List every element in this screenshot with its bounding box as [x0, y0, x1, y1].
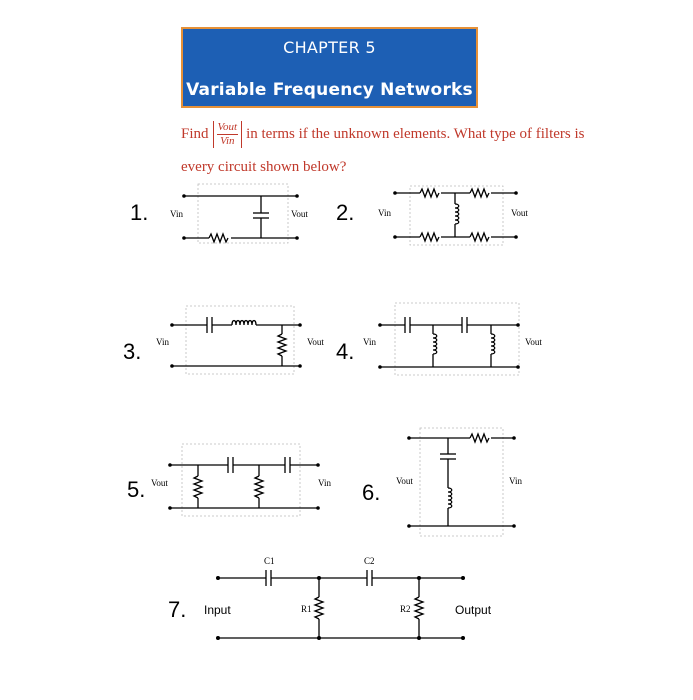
circuit-5-left-label: Vout [151, 478, 168, 488]
circuit-3-number: 3. [123, 339, 142, 364]
inductor-6 [448, 488, 452, 508]
circuit-4-left-label: Vin [363, 337, 376, 347]
circuit-6-right-label: Vin [509, 476, 522, 486]
circuit-7-output-label: Output [455, 603, 492, 617]
circuit-6-left-label: Vout [396, 476, 413, 486]
inductor-4b [491, 334, 495, 354]
circuit-6-box [420, 428, 503, 536]
circuit-1-left-label: Vin [170, 209, 183, 219]
circuit-5 [151, 444, 331, 516]
circuit-3 [156, 306, 324, 374]
question-rest-1: in terms if the unknown elements. What type of filters is [246, 126, 585, 142]
circuit-3-box [186, 306, 294, 374]
label-c2: C2 [364, 556, 375, 566]
circuit-7-input-label: Input [204, 603, 231, 617]
inductor-3 [232, 321, 256, 326]
circuit-5-number: 5. [127, 477, 146, 502]
chapter-number: CHAPTER 5 [283, 38, 376, 57]
resistor-r2 [415, 597, 423, 619]
circuit-1-number: 1. [130, 200, 149, 225]
inductor-4a [433, 334, 437, 354]
circuit-2 [378, 186, 528, 245]
circuit-7 [204, 556, 492, 640]
circuit-1-right-label: Vout [291, 209, 308, 219]
fraction-numerator: Vout [217, 121, 238, 134]
circuit-4-box [395, 303, 519, 375]
circuit-3-left-label: Vin [156, 337, 169, 347]
circuit-1 [170, 184, 308, 243]
circuit-6-number: 6. [362, 480, 381, 505]
circuit-4 [363, 303, 542, 375]
question-rest-2: every circuit shown below? [181, 159, 347, 175]
circuit-2-left-label: Vin [378, 208, 391, 218]
resistor-3 [278, 334, 286, 356]
resistor-1 [209, 234, 228, 242]
circuit-4-right-label: Vout [525, 337, 542, 347]
label-c1: C1 [264, 556, 275, 566]
label-r1: R1 [301, 604, 312, 614]
resistor-2a [420, 189, 439, 197]
circuit-5-right-label: Vin [318, 478, 331, 488]
chapter-title: Variable Frequency Networks [186, 80, 473, 100]
circuit-4-number: 4. [336, 339, 355, 364]
label-r2: R2 [400, 604, 411, 614]
resistor-2c [420, 233, 439, 241]
resistor-5b [255, 476, 263, 498]
resistor-r1 [315, 597, 323, 619]
resistor-2d [470, 233, 489, 241]
inductor-2 [455, 204, 459, 224]
question-find: Find [181, 126, 209, 142]
circuit-2-number: 2. [336, 200, 355, 225]
resistor-2b [470, 189, 489, 197]
resistor-6 [470, 434, 489, 442]
fraction-denominator: Vin [220, 135, 235, 148]
resistor-5a [194, 476, 202, 498]
circuit-3-right-label: Vout [307, 337, 324, 347]
circuit-7-number: 7. [168, 597, 187, 622]
circuit-2-right-label: Vout [511, 208, 528, 218]
circuit-6 [396, 428, 522, 536]
